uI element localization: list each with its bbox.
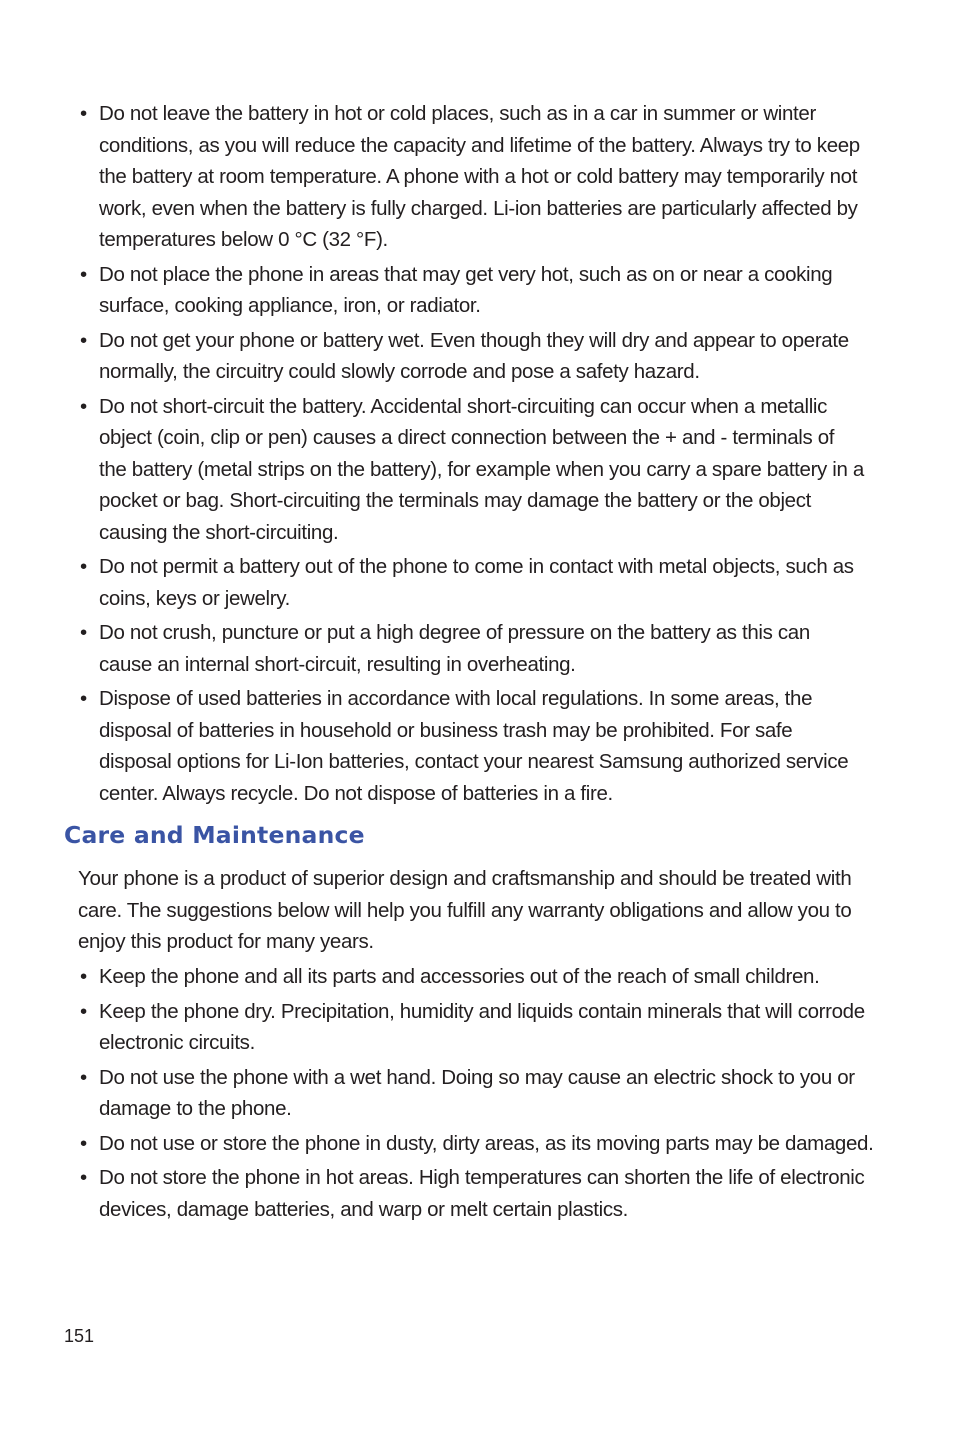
battery-safety-list [0, 98, 954, 812]
list-item-text: Do not leave the battery in hot or cold places, such as in a car in summer or winter conditions, as you will reduce the capacity and lifetime of the battery. Always try to keep the battery at room temperature. A phone with a hot or cold battery may temporarily not work, even when the battery is fully charged. Li-ion batteries are particularly affected by temperatures below 0 °C (32 °F). [99, 102, 860, 251]
bullet-icon: • [80, 1065, 87, 1089]
list-item-text: Do not get your phone or battery wet. Even though they will dry and appear to operate normally, the circuitry could slowly corrode and pose a safety hazard. [99, 328, 849, 383]
list-item [0, 325, 954, 388]
list-item [0, 1162, 954, 1225]
bullet-icon: • [80, 999, 87, 1023]
list-item [0, 391, 954, 549]
list-item-text: Keep the phone and all its parts and accessories out of the reach of small children. [99, 965, 820, 988]
list-item [0, 683, 954, 809]
bullet-icon: • [80, 621, 87, 644]
bullet-icon: • [80, 1131, 87, 1155]
list-item [0, 961, 954, 993]
care-list [0, 961, 954, 1228]
bullet-icon: • [80, 1166, 87, 1189]
care-intro-paragraph: Your phone is a product of superior design and craftsmanship and should be treated with care. The suggestions below will help you fulfill any warranty obligations and allow you to enjoy this product for many years. [78, 867, 852, 953]
bullet-icon: • [80, 687, 87, 710]
bullet-icon: • [80, 555, 87, 578]
list-item [0, 98, 954, 256]
list-item [0, 551, 954, 614]
bullet-icon: • [80, 102, 87, 125]
section-heading-care-and-maintenance: Care and Maintenance [64, 821, 365, 849]
list-item-text: Do not short-circuit the battery. Accidental short-circuiting can occur when a metallic object (coin, clip or pen) causes a direct connection between the + and - terminals of the battery (metal strips on the battery), for example when you carry a spare battery in a pocket or bag. Short-circuiting the terminals may damage the battery or the object causing the short-circuiting. [99, 394, 864, 544]
list-item-text: Do not place the phone in areas that may get very hot, such as on or near a cooking surface, cooking appliance, iron, or radiator. [99, 262, 833, 317]
bullet-icon: • [80, 328, 87, 352]
list-item-text: Do not use or store the phone in dusty, dirty areas, as its moving parts may be damaged. [99, 1131, 874, 1155]
bullet-icon: • [80, 262, 87, 286]
list-item-text: Do not crush, puncture or put a high degree of pressure on the battery as this can cause an internal short-circuit, resulting in overheating. [99, 621, 810, 676]
list-item-text: Do not use the phone with a wet hand. Doing so may cause an electric shock to you or damage to the phone. [99, 1065, 855, 1120]
list-item [0, 996, 954, 1059]
list-item-text: Dispose of used batteries in accordance with local regulations. In some areas, the disposal of batteries in household or business trash may be prohibited. For safe disposal options for Li-Ion batteries, contact your nearest Samsung authorized service center. Always recycle. Do not dispose of batteries in a fire. [99, 687, 849, 805]
list-item [0, 1128, 954, 1160]
list-item [0, 617, 954, 680]
list-item [0, 1062, 954, 1125]
list-item-text: Do not permit a battery out of the phone to come in contact with metal objects, such as coins, keys or jewelry. [99, 555, 854, 610]
list-item [0, 259, 954, 322]
list-item-text: Do not store the phone in hot areas. High temperatures can shorten the life of electronic devices, damage batteries, and warp or melt certain plastics. [99, 1166, 865, 1221]
bullet-icon: • [80, 394, 87, 418]
bullet-icon: • [80, 965, 87, 988]
list-item-text: Keep the phone dry. Precipitation, humidity and liquids contain minerals that will corrode electronic circuits. [99, 999, 865, 1054]
page-number: 151 [64, 1326, 95, 1346]
